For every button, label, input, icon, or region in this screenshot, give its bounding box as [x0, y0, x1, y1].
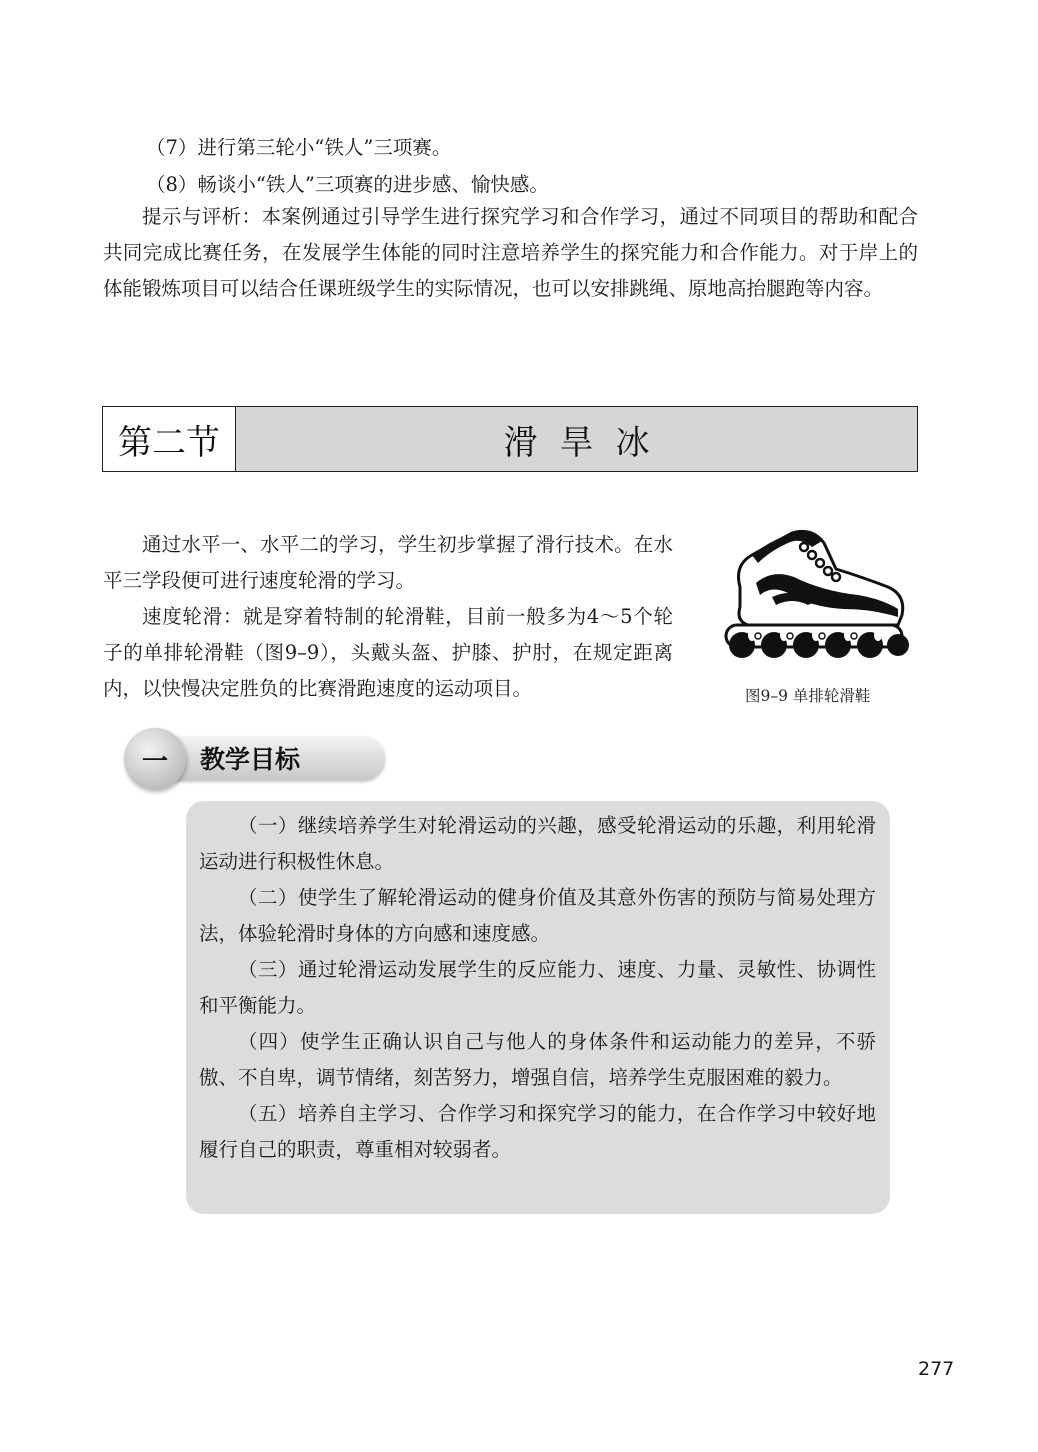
analysis-paragraph: 提示与评析：本案例通过引导学生进行探究学习和合作学习，通过不同项目的帮助和配合共同完成比赛任务，在发展学生体能的同时注意培养学生的探究能力和合作能力。对于岸上的体能锻炼项目可以结合任课班级学生的实际情况，也可以安排跳绳、原地高抬腿跑等内容。: [103, 205, 918, 300]
objectives-title: 教学目标: [200, 745, 301, 774]
objective-item-2: （二）使学生了解轮滑运动的健身价值及其意外伤害的预防与简易处理方法，体验轮滑时身体的方向感和速度感。: [199, 886, 876, 945]
inline-skate-figure: [712, 525, 912, 675]
list-item-8: （8）畅谈小“铁人”三项赛的进步感、愉快感。: [146, 173, 549, 196]
figure-caption: 图9–9 单排轮滑鞋: [745, 687, 871, 705]
page-number: 277: [918, 1358, 955, 1380]
body-paragraph-1: 通过水平一、水平二的学习，学生初步掌握了滑行技术。在水平三学段便可进行速度轮滑的学习。: [103, 533, 673, 592]
inline-skate-icon: [712, 525, 912, 675]
section-number: 第二节: [103, 407, 236, 471]
section-header: [102, 406, 918, 472]
objective-item-4: （四）使学生正确认识自己与他人的身体条件和运动能力的差异，不骄傲、不自卑，调节情绪，刻苦努力，增强自信，培养学生克服困难的毅力。: [199, 1030, 876, 1089]
objective-item-3: （三）通过轮滑运动发展学生的反应能力、速度、力量、灵敏性、协调性和平衡能力。: [199, 958, 876, 1017]
body-paragraph-2: 速度轮滑：就是穿着特制的轮滑鞋，目前一般多为4～5个轮子的单排轮滑鞋（图9–9），头戴头盔、护膝、护肘，在规定距离内，以快慢决定胜负的比赛滑跑速度的运动项目。: [103, 605, 673, 700]
objectives-box: [186, 801, 890, 1214]
objectives-number: 一: [124, 728, 186, 790]
objectives-header: [124, 728, 384, 790]
section-title: 滑旱冰: [236, 407, 917, 471]
objective-item-5: （五）培养自主学习、合作学习和探究学习的能力，在合作学习中较好地履行自己的职责，尊重相对较弱者。: [199, 1102, 876, 1161]
list-item-7: （7）进行第三轮小“铁人”三项赛。: [146, 136, 452, 159]
objective-item-1: （一）继续培养学生对轮滑运动的兴趣，感受轮滑运动的乐趣，利用轮滑运动进行积极性休息。: [199, 814, 876, 873]
